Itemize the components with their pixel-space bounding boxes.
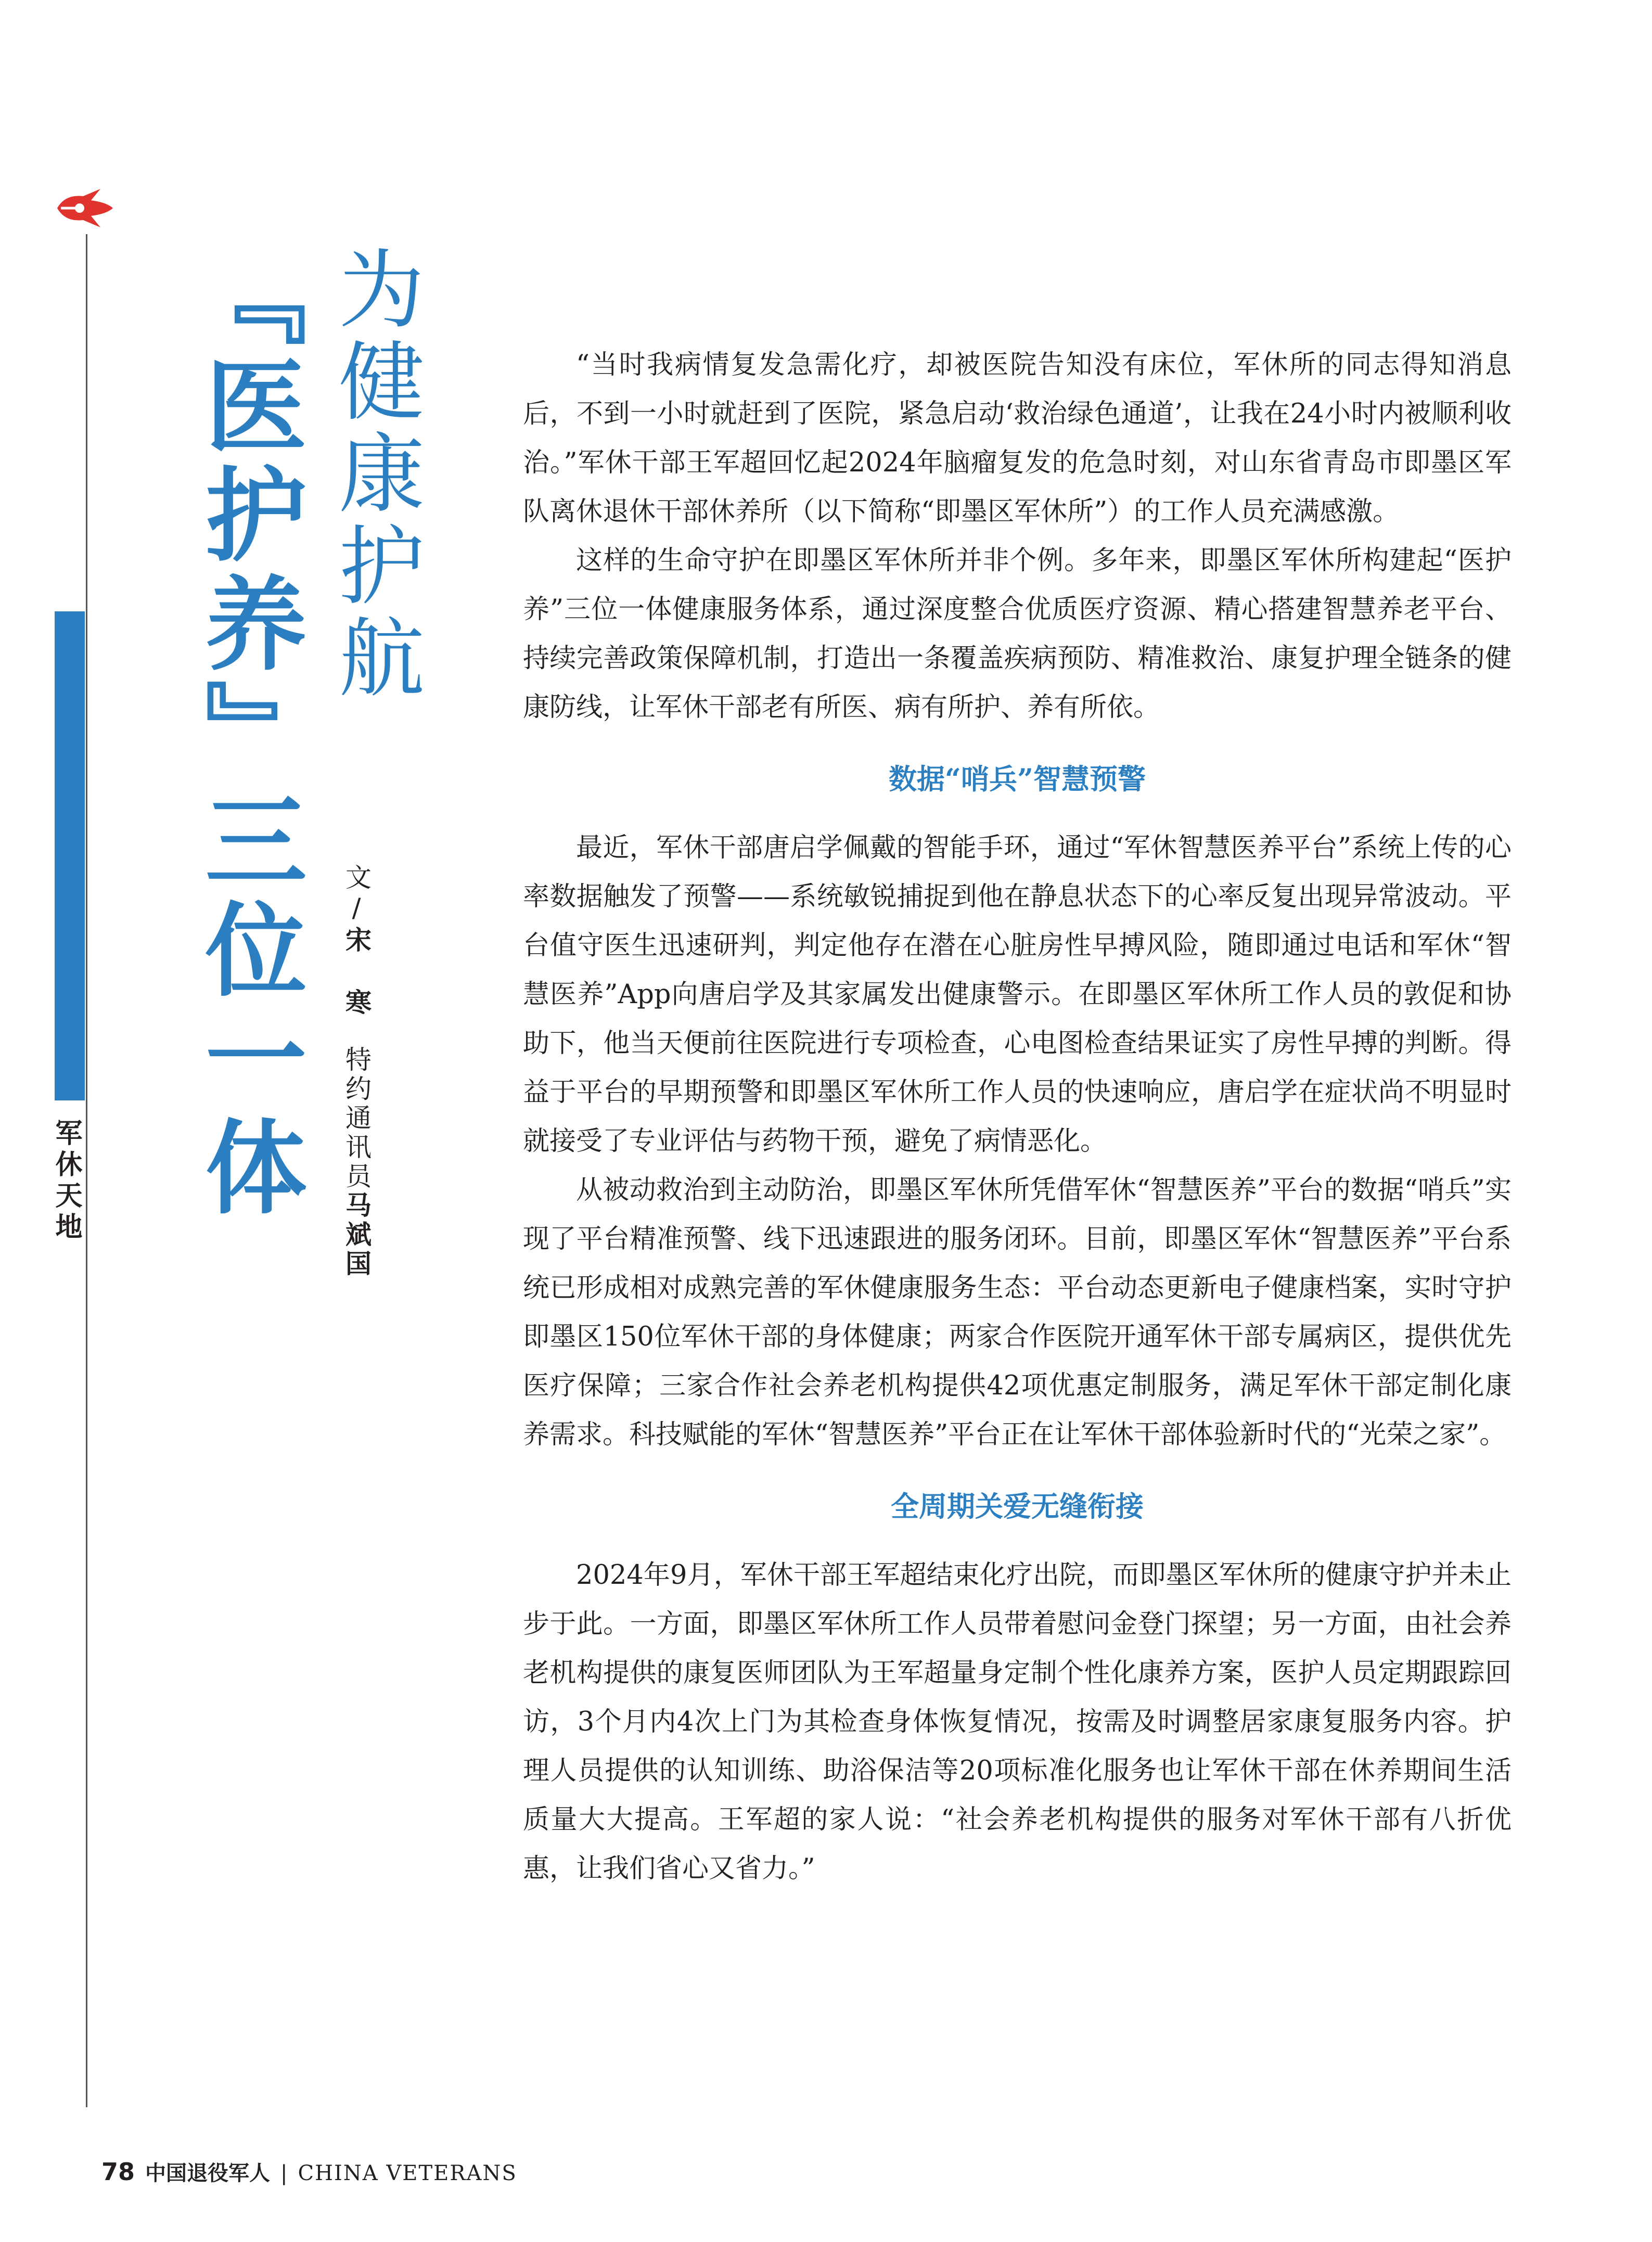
page-footer bbox=[101, 2157, 517, 2186]
writer-name: 宋 寒 bbox=[341, 926, 372, 1018]
section-heading: 数据“哨兵”智慧预警 bbox=[888, 762, 1146, 796]
paragraph: “当时我病情复发急需化疗，却被医院告知没有床位，军休所的同志得知消息后，不到一小时就赶到了医院，紧急启动‘救治绿色通道’，让我在24小时内被顺利收治。”军休干部王军超回忆起2024年脑瘤复发的危急时刻，对山东省青岛市即墨区军队离休退休干部休养所（以下简称“即墨区军休所”）的工作人员充满感激。 bbox=[523, 350, 1512, 527]
article-title: 『医护养』三位一体 bbox=[188, 245, 306, 1223]
footer-separator: | bbox=[280, 2161, 288, 2185]
section-heading: 全周期关爱无缝衔接 bbox=[891, 1490, 1144, 1523]
magazine-name-en: CHINA VETERANS bbox=[298, 2161, 517, 2185]
correspondent-role: 特约通讯员 bbox=[341, 1046, 372, 1192]
paragraph: 最近，军休干部唐启学佩戴的智能手环，通过“军休智慧医养平台”系统上传的心率数据触发了预警——系统敏锐捕捉到他在静息状态下的心率反复出现异常波动。平台值守医生迅速研判，判定他存在潜在心脏房性早搏风险，随即通过电话和军休“智慧医养”App向唐启学及其家属发出健康警示。在即墨区军休所工作人员的敦促和协助下，他当天便前往医院进行专项检查，心电图检查结果证实了房性早搏的判断。得益于平台的早期预警和即墨区军休所工作人员的快速响应，唐启学在症状尚不明显时就接受了专业评估与药物干预，避免了病情恶化。 bbox=[523, 832, 1512, 1157]
paragraph: 这样的生命守护在即墨区军休所并非个例。多年来，即墨区军休所构建起“医护养”三位一体健康服务体系，通过深度整合优质医疗资源、精心搭建智慧养老平台、持续完善政策保障机制，打造出一条覆盖疾病预防、精准救治、康复护理全链条的健康防线，让军休干部老有所医、病有所护、养有所依。 bbox=[523, 545, 1512, 723]
paragraph: 从被动救治到主动防治，即墨区军休所凭借军休“智慧医养”平台的数据“哨兵”实现了平台精准预警、线下迅速跟进的服务闭环。目前，即墨区军休“智慧医养”平台系统已形成相对成熟完善的军休健康服务生态：平台动态更新电子健康档案，实时守护即墨区150位军休干部的身体健康；两家合作医院开通军休干部专属病区，提供优先医疗保障；三家合作社会养老机构提供42项优惠定制服务，满足军休干部定制化康养需求。科技赋能的军休“智慧医养”平台正在让军休干部体验新时代的“光荣之家”。 bbox=[523, 1175, 1512, 1450]
paragraph: 2024年9月，军休干部王军超结束化疗出院，而即墨区军休所的健康守护并未止步于此。一方面，即墨区军休所工作人员带着慰问金登门探望；另一方面，由社会养老机构提供的康复医师团队为王军超量身定制个性化康养方案，医护人员定期跟踪回访，3个月内4次上门为其检查身体恢复情况，按需及时调整居家康复服务内容。护理人员提供的认知训练、助浴保洁等20项标准化服务也让军休干部在休养期间生活质量大大提高。王军超的家人说：“社会养老机构提供的服务对军休干部有八折优惠，让我们省心又省力。” bbox=[523, 1560, 1512, 1884]
section-tag: 军休天地 bbox=[50, 1119, 82, 1244]
byline-correspondent bbox=[338, 1046, 375, 1514]
article-subtitle: 为健康护航 bbox=[325, 245, 425, 705]
writer-prefix: 文/ bbox=[341, 864, 372, 926]
magazine-logo-icon bbox=[55, 185, 117, 232]
magazine-name: 中国退役军人 bbox=[145, 2161, 271, 2185]
section-accent-bar bbox=[55, 611, 85, 1100]
article-body bbox=[523, 341, 1512, 1893]
correspondent-name: 马斌国 bbox=[341, 1192, 372, 1279]
page-number: 78 bbox=[101, 2158, 135, 2186]
margin-rule bbox=[86, 234, 87, 2107]
